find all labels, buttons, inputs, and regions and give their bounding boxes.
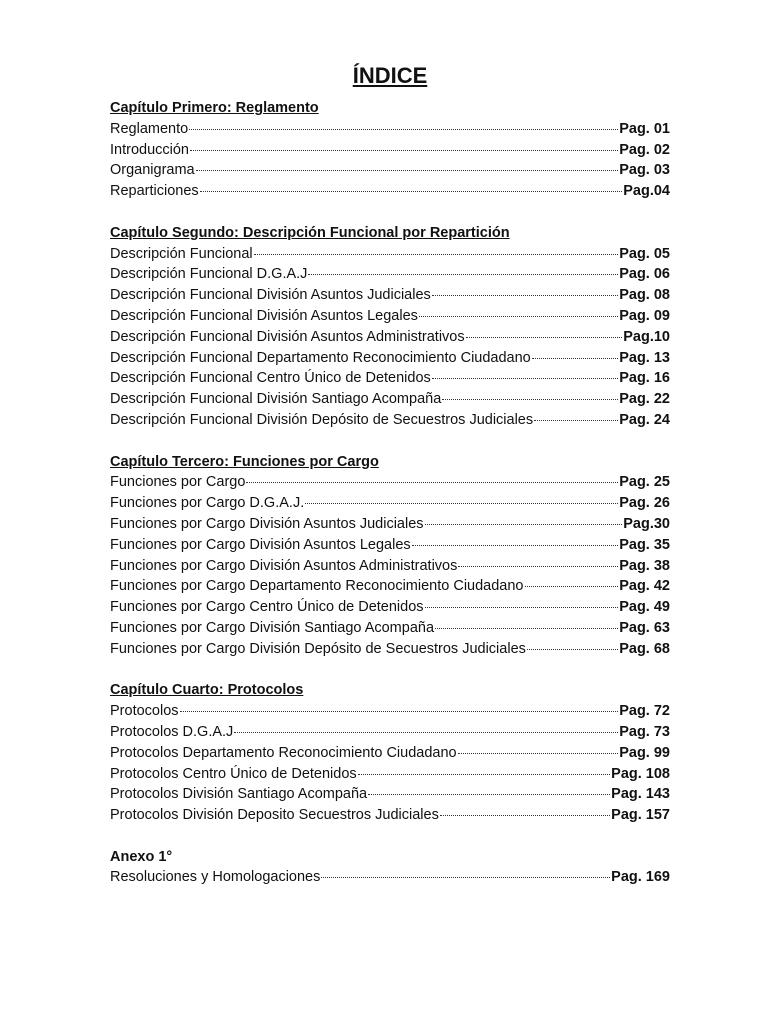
index-entry[interactable] (110, 264, 670, 285)
index-entry[interactable] (110, 764, 670, 785)
entry-page-number: Pag. 42 (619, 578, 670, 595)
entry-label: Protocolos División Deposito Secuestros Judiciales (110, 807, 439, 824)
dot-leader (368, 793, 610, 795)
index-entry[interactable] (110, 743, 670, 764)
entry-label: Funciones por Cargo División Asuntos Legales (110, 536, 411, 553)
index-section (110, 98, 670, 202)
entry-page-number: Pag. 13 (619, 349, 670, 366)
dot-leader (234, 731, 618, 733)
index-section (110, 680, 670, 826)
index-entry[interactable] (110, 805, 670, 826)
page-title: ÍNDICE (352, 63, 428, 88)
entry-page-number: Pag. 03 (619, 162, 670, 179)
section-heading: Capítulo Tercero: Funciones por Cargo (110, 453, 379, 470)
entry-label: Descripción Funcional División Asuntos Judiciales (110, 287, 431, 304)
dot-leader (305, 502, 618, 504)
entry-label: Protocolos Centro Único de Detenidos (110, 765, 357, 782)
dot-leader (419, 315, 618, 317)
entry-page-number: Pag. 24 (619, 411, 670, 428)
entry-page-number: Pag. 06 (619, 266, 670, 283)
section-heading: Capítulo Primero: Reglamento (110, 100, 319, 116)
index-entry[interactable] (110, 576, 670, 597)
index-entry[interactable] (110, 556, 670, 577)
entry-page-number: Pag. 26 (619, 495, 670, 512)
entry-page-number: Pag. 49 (619, 599, 670, 616)
dot-leader (442, 398, 618, 400)
entry-label: Descripción Funcional División Asuntos Administrativos (110, 328, 465, 345)
index-entry[interactable] (110, 722, 670, 743)
entry-label: Protocolos División Santiago Acompaña (110, 786, 368, 803)
index-entry[interactable] (110, 244, 670, 265)
entry-label: Descripción Funcional División Asuntos Legales (110, 307, 418, 324)
index-entry[interactable] (110, 140, 670, 161)
index-entry[interactable] (110, 535, 670, 556)
entry-page-number: Pag. 72 (619, 703, 670, 720)
entry-label: Protocolos (110, 703, 179, 720)
index-entry[interactable] (110, 368, 670, 389)
entry-label: Funciones por Cargo Centro Único de Detenidos (110, 599, 424, 616)
entry-page-number: Pag. 68 (619, 640, 670, 657)
index-entry[interactable] (110, 618, 670, 639)
dot-leader (525, 585, 619, 587)
index-entry[interactable] (110, 701, 670, 722)
index-entry[interactable] (110, 639, 670, 660)
index-section (110, 223, 670, 431)
entry-page-number: Pag. 02 (619, 141, 670, 158)
dot-leader (180, 710, 619, 712)
entry-label: Organigrama (110, 162, 195, 179)
dot-leader (190, 149, 618, 151)
index-entry[interactable] (110, 327, 670, 348)
index-entry[interactable] (110, 181, 670, 202)
entry-label: Descripción Funcional Centro Único de Detenidos (110, 370, 431, 387)
entry-label: Introducción (110, 141, 189, 158)
entry-label: Descripción Funcional Departamento Reconocimiento Ciudadano (110, 349, 531, 366)
entry-page-number: Pag. 22 (619, 391, 670, 408)
entry-page-number: Pag. 143 (611, 786, 670, 803)
index-entry[interactable] (110, 867, 670, 888)
index-entry[interactable] (110, 493, 670, 514)
dot-leader (458, 752, 619, 754)
index-page (110, 62, 670, 888)
index-entry[interactable] (110, 784, 670, 805)
entry-page-number: Pag. 108 (611, 765, 670, 782)
index-section (110, 847, 670, 889)
index-entry[interactable] (110, 306, 670, 327)
entry-label: Descripción Funcional División Santiago Acompaña (110, 391, 442, 408)
dot-leader (432, 377, 618, 379)
entry-label: Funciones por Cargo División Asuntos Judiciales (110, 515, 424, 532)
dot-leader (254, 253, 619, 255)
entry-label: Descripción Funcional (110, 245, 253, 262)
entry-page-number: Pag. 99 (619, 744, 670, 761)
entry-label: Protocolos D.G.A.J (110, 723, 234, 740)
entry-page-number: Pag. 01 (619, 120, 670, 137)
dot-leader (321, 876, 610, 878)
dot-leader (466, 336, 623, 338)
entry-page-number: Pag. 09 (619, 307, 670, 324)
dot-leader (189, 128, 618, 130)
dot-leader (435, 627, 618, 629)
entry-page-number: Pag. 63 (619, 619, 670, 636)
dot-leader (246, 481, 618, 483)
entry-label: Reparticiones (110, 183, 199, 200)
index-sections (110, 98, 670, 888)
entry-page-number: Pag. 38 (619, 557, 670, 574)
index-entry[interactable] (110, 348, 670, 369)
dot-leader (534, 419, 618, 421)
index-entry[interactable] (110, 410, 670, 431)
entry-page-number: Pag.10 (623, 328, 670, 345)
entry-page-number: Pag. 35 (619, 536, 670, 553)
entry-label: Funciones por Cargo División Asuntos Administrativos (110, 557, 458, 574)
entry-page-number: Pag. 169 (611, 869, 670, 886)
entry-label: Funciones por Cargo División Depósito de Secuestros Judiciales (110, 640, 526, 657)
entry-page-number: Pag. 25 (619, 474, 670, 491)
entry-page-number: Pag. 08 (619, 287, 670, 304)
dot-leader (440, 814, 610, 816)
entry-label: Funciones por Cargo (110, 474, 246, 491)
section-heading: Capítulo Segundo: Descripción Funcional por Repartición (110, 224, 510, 241)
dot-leader (196, 169, 619, 171)
entry-page-number: Pag. 05 (619, 245, 670, 262)
entry-label: Descripción Funcional D.G.A.J (110, 266, 308, 283)
index-entry[interactable] (110, 597, 670, 618)
entry-label: Funciones por Cargo División Santiago Acompaña (110, 619, 435, 636)
dot-leader (458, 565, 618, 567)
dot-leader (358, 773, 611, 775)
index-section (110, 452, 670, 660)
index-entry[interactable] (110, 285, 670, 306)
entry-page-number: Pag. 16 (619, 370, 670, 387)
entry-label: Descripción Funcional División Depósito de Secuestros Judiciales (110, 411, 534, 428)
dot-leader (527, 648, 618, 650)
entry-page-number: Pag. 157 (611, 807, 670, 824)
entry-label: Funciones por Cargo Departamento Reconocimiento Ciudadano (110, 578, 524, 595)
dot-leader (200, 190, 623, 192)
dot-leader (412, 544, 619, 546)
index-entry[interactable] (110, 119, 670, 140)
index-entry[interactable] (110, 160, 670, 181)
index-entry[interactable] (110, 472, 670, 493)
entry-label: Protocolos Departamento Reconocimiento Ciudadano (110, 744, 457, 761)
entry-page-number: Pag.04 (623, 183, 670, 200)
entry-label: Reglamento (110, 120, 189, 137)
dot-leader (308, 273, 618, 275)
section-heading: Anexo 1° (110, 848, 173, 865)
index-entry[interactable] (110, 514, 670, 535)
index-entry[interactable] (110, 389, 670, 410)
section-heading: Capítulo Cuarto: Protocolos (110, 682, 304, 699)
entry-page-number: Pag.30 (623, 515, 670, 532)
entry-label: Funciones por Cargo D.G.A.J. (110, 495, 305, 512)
dot-leader (425, 523, 623, 525)
dot-leader (532, 357, 618, 359)
dot-leader (432, 294, 618, 296)
dot-leader (425, 606, 619, 608)
entry-label: Resoluciones y Homologaciones (110, 869, 321, 886)
entry-page-number: Pag. 73 (619, 723, 670, 740)
